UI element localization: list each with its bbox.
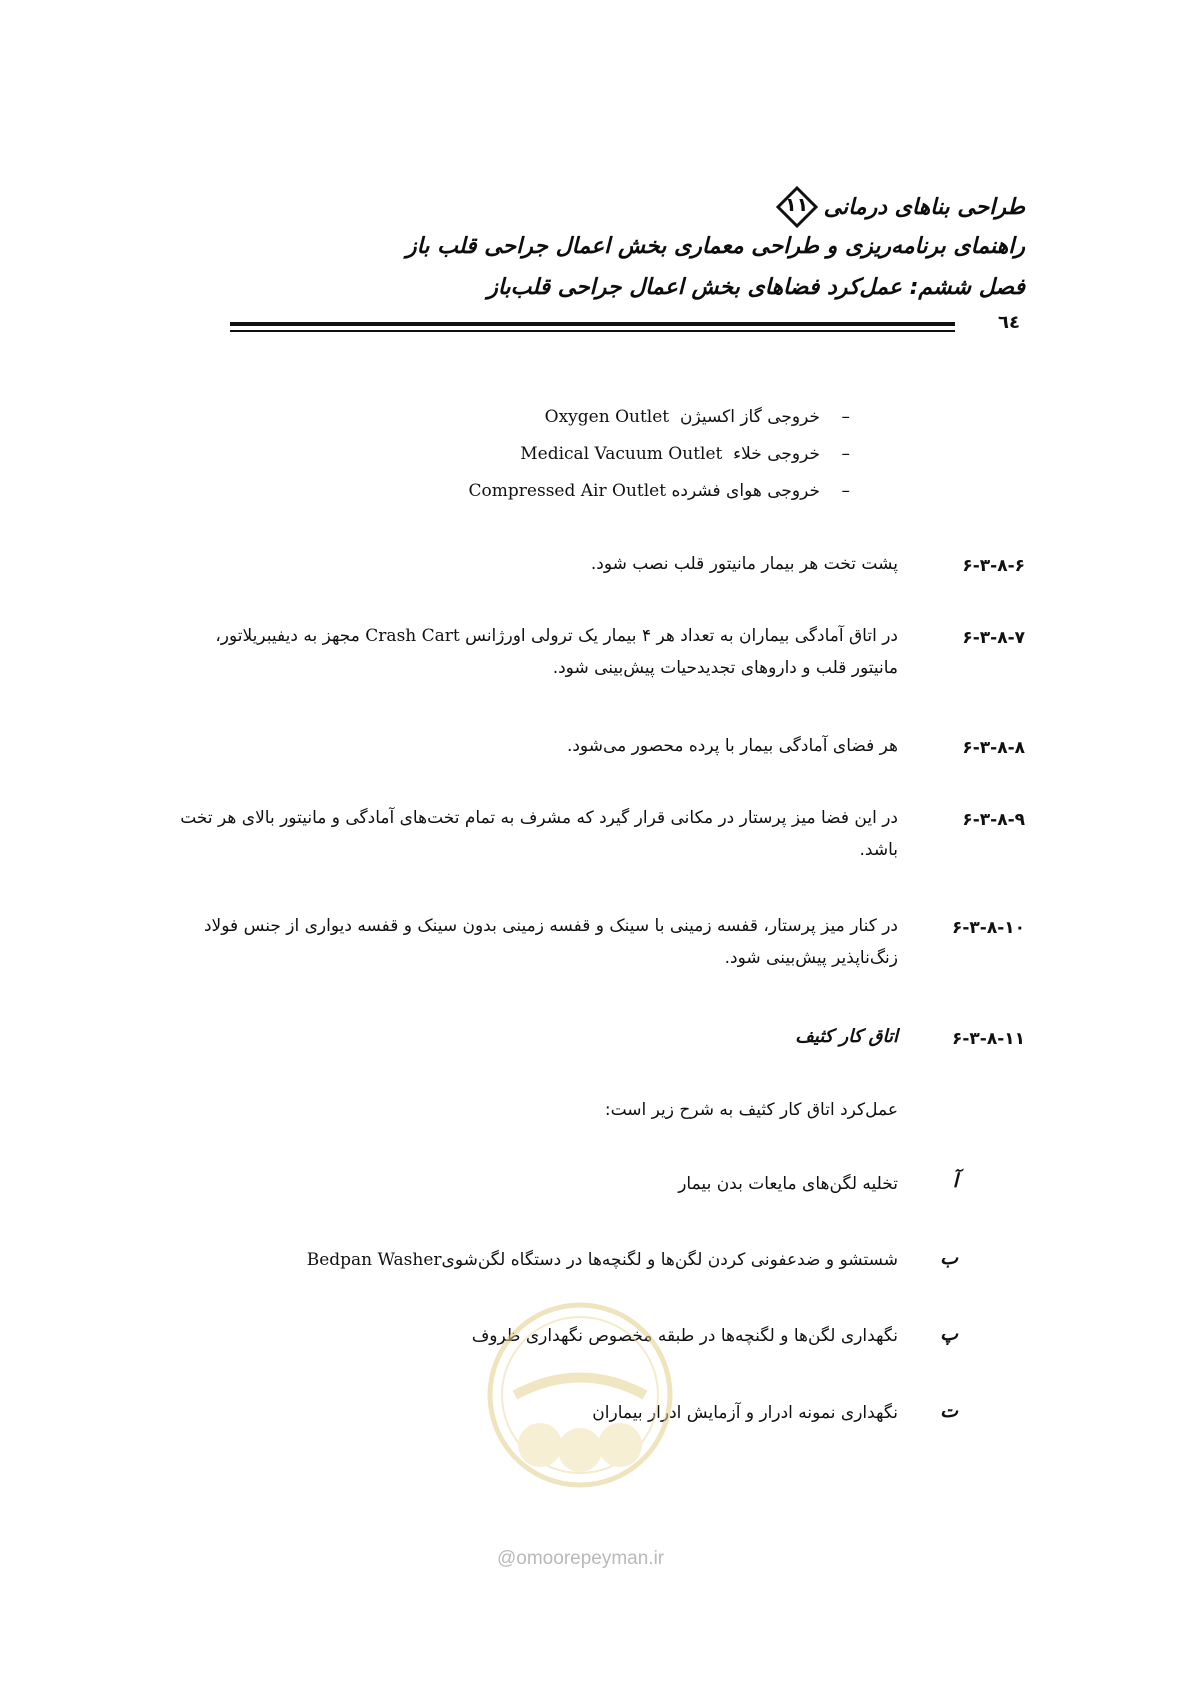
page-number: ٦٤ — [998, 312, 1020, 333]
volume-number: ۱۱ — [785, 194, 809, 216]
list-letter: پ — [940, 1323, 958, 1345]
item-text: در کنار میز پرستار، قفسه زمینی با سینک و قفسه زمینی بدون سینک و قفسه دیواری از جنس فولاد زنگ‌ناپذیر پیش‌بینی شود. — [203, 916, 898, 969]
list-item: –خروجی خلاء Medical Vacuum Outlet — [520, 444, 850, 464]
list-letter: ت — [940, 1400, 958, 1422]
item-number: ۶-۳-۸-۹ — [962, 810, 1025, 830]
volume-badge — [776, 186, 818, 228]
item-number: ۶-۳-۸-۱۱ — [951, 1029, 1025, 1049]
section-heading: اتاق کار کثیف — [795, 1026, 898, 1047]
book-title — [776, 186, 1025, 228]
list-item: –خروجی گاز اکسیژن Oxygen Outlet — [544, 407, 850, 427]
list-item: –خروجی هوای فشرده Compressed Air Outlet — [468, 481, 850, 501]
list-item: تخلیه لگن‌های مایعات بدن بیمار — [678, 1174, 898, 1194]
book-subtitle: راهنمای برنامه‌ریزی و طراحی معماری بخش اعمال جراحی قلب باز — [406, 234, 1025, 259]
list-item: شستشو و ضدعفونی کردن لگن‌ها و لگنچه‌ها در دستگاه لگن‌شویBedpan Washer — [306, 1250, 898, 1270]
list-item: نگهداری لگن‌ها و لگنچه‌ها در طبقه مخصوص نگهداری ظروف — [471, 1326, 898, 1346]
watermark-text: @omoorepeyman.ir — [497, 1548, 665, 1569]
item-text: در این فضا میز پرستار در مکانی قرار گیرد که مشرف به تمام تخت‌های آمادگی و مانیتور بالای هر تخت باشد. — [180, 808, 898, 861]
paragraph: عمل‌کرد اتاق کار کثیف به شرح زیر است: — [604, 1100, 898, 1120]
header-rule-thin — [230, 330, 955, 332]
chapter-title: فصل ششم: عمل‌کرد فضاهای بخش اعمال جراحی قلب‌باز — [487, 275, 1025, 300]
item-number: ۶-۳-۸-۶ — [962, 556, 1025, 576]
item-text: در اتاق آمادگی بیماران به تعداد هر ۴ بیمار یک ترولی اورژانس Crash Cart مجهز به دیفیبریلاتور، مانیتور قلب و داروهای تجدیدحیات پیش‌بینی شود. — [215, 626, 898, 679]
list-item: نگهداری نمونه ادرار و آزمایش ادرار بیماران — [592, 1403, 898, 1423]
header-rule-thick — [230, 322, 955, 326]
item-number: ۶-۳-۸-۱۰ — [951, 918, 1025, 938]
item-text: پشت تخت هر بیمار مانیتور قلب نصب شود. — [590, 554, 898, 574]
book-series-title: طراحی بناهای درمانی — [823, 194, 1025, 220]
list-letter: آ — [952, 1170, 958, 1192]
item-number: ۶-۳-۸-۷ — [962, 628, 1025, 648]
watermark-seal — [485, 1300, 675, 1490]
item-text: هر فضای آمادگی بیمار با پرده محصور می‌شود. — [566, 736, 898, 756]
item-number: ۶-۳-۸-۸ — [962, 738, 1025, 758]
list-letter: ب — [940, 1247, 958, 1269]
